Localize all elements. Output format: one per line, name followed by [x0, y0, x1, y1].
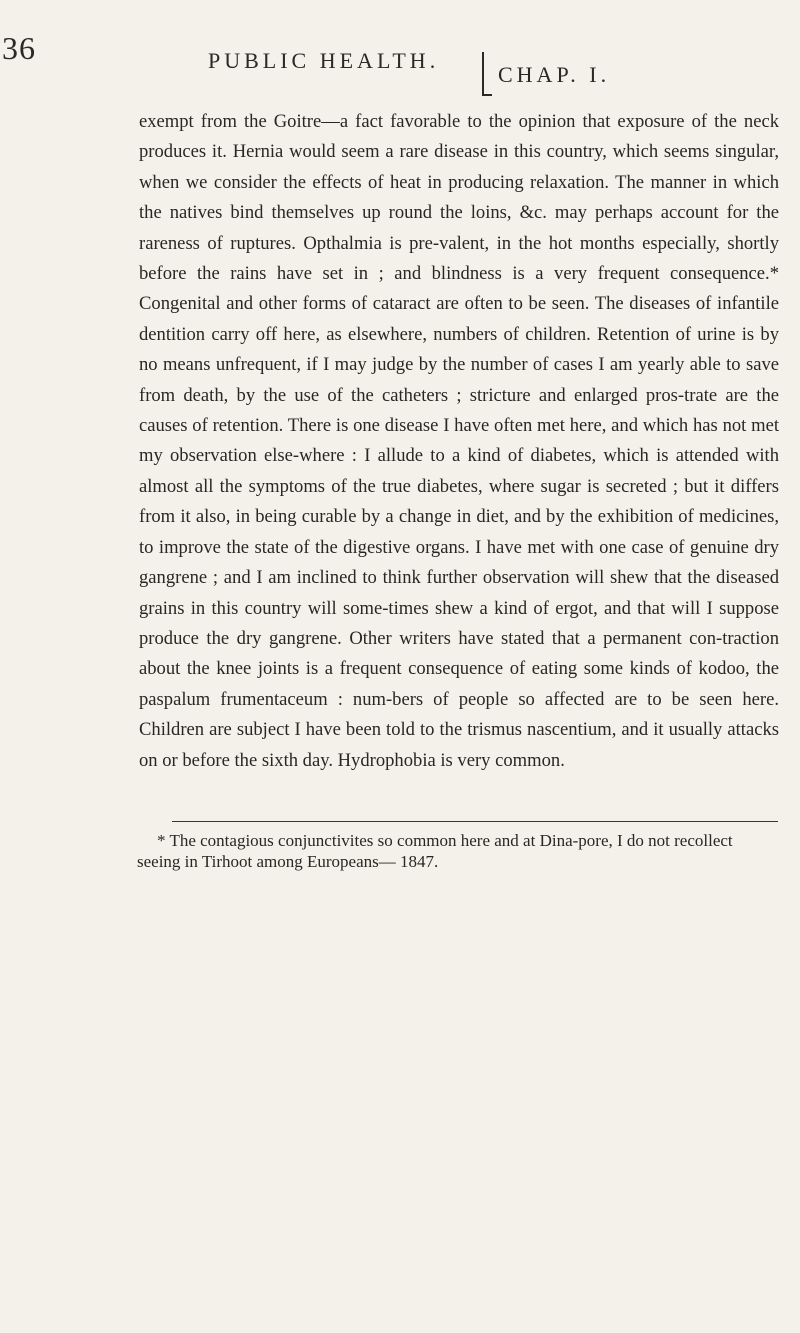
running-title: PUBLIC HEALTH.	[208, 48, 440, 73]
body-paragraph: exempt from the Goitre—a fact favorable to the opinion that exposure of the neck produces it. Hernia would seem a rare disease in this country, which seems singular, when we consider the effects of heat in producing relaxation. The manner in which the natives bind themselves up round the loins, &c. may perhaps account for the rareness of ruptures. Opthalmia is pre-valent, in the hot months especially, shortly before the rains have set in ; and blindness is a very frequent consequence.* Congenital and other forms of cataract are often to be seen. The diseases of infantile dentition carry off here, as elsewhere, numbers of children. Retention of urine is by no means unfrequent, if I may judge by the number of cases I am yearly able to save from death, by the use of the catheters ; stricture and enlarged pros-trate are the causes of retention. There is one disease I have often met here, and which has not met my observation else-where : I allude to a kind of diabetes, which is attended with almost all the symptoms of the true diabetes, where sugar is secreted ; but it differs from it also, in being curable by a change in diet, and by the exhibition of medicines, to improve the state of the digestive organs. I have met with one case of genuine dry gangrene ; and I am inclined to think further observation will shew that the diseased grains in this country will some-times shew a kind of ergot, and that will I suppose produce the dry gangrene. Other writers have stated that a permanent con-traction about the knee joints is a frequent consequence of eating some kinds of kodoo, the paspalum frumentaceum : num-bers of people so affected are to be seen here. Children are subject I have been told to the trismus nascentium, and it usually attacks on or before the sixth day. Hydrophobia is very common.	[139, 111, 779, 771]
footnote-marker: *	[157, 831, 166, 850]
page-number: 36	[2, 30, 36, 66]
footnote	[137, 830, 777, 872]
bracket-mark	[482, 52, 492, 96]
chapter-reference-label: CHAP. I.	[498, 62, 611, 87]
footnote-text: The contagious conjunctivites so common here and at Dina-pore, I do not recollect seeing in Tirhoot among Europeans— 1847.	[137, 831, 733, 871]
footnote-divider	[172, 821, 778, 822]
chapter-reference	[482, 44, 610, 88]
page-header	[0, 28, 800, 88]
